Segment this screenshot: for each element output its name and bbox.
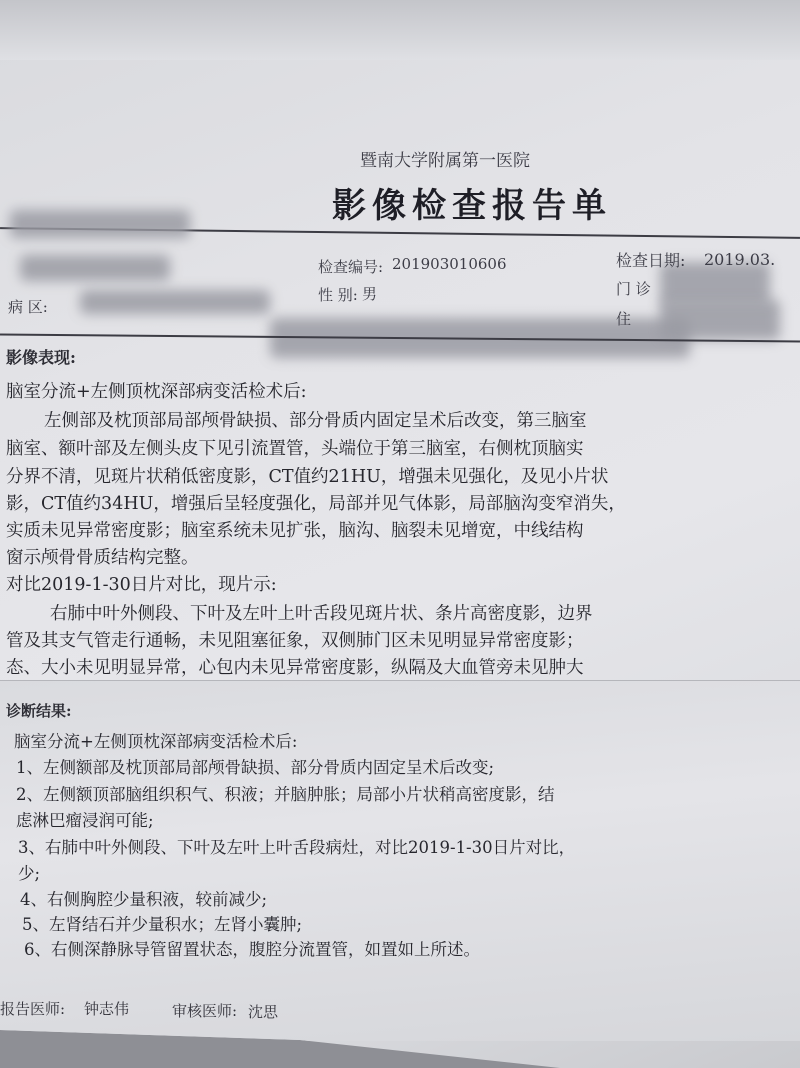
report-doctor-name: 钟志伟 [84, 1000, 130, 1018]
exam-no-label: 检查编号: [318, 258, 384, 276]
inpatient-label: 住 [616, 310, 632, 328]
findings-heading: 影像表现: [6, 348, 76, 367]
diagnosis-line: 6、右侧深静脉导管留置状态，腹腔分流置管，如置如上所述。 [24, 940, 480, 959]
report-title: 影像检查报告单 [332, 186, 612, 226]
exam-date-label: 检查日期: [616, 251, 686, 270]
findings-line: 脑室、额叶部及左侧头皮下见引流置管，头端位于第三脑室，右侧枕顶脑实 [6, 439, 584, 459]
findings-line: 右肺中叶外侧段、下叶及左叶上叶舌段见斑片状、条片高密度影，边界 [50, 604, 593, 624]
gender-value: 男 [362, 285, 378, 303]
diagnosis-line: 脑室分流+左侧顶枕深部病变活检术后: [14, 732, 298, 751]
diagnosis-line: 4、右侧胸腔少量积液，较前减少; [20, 890, 268, 909]
redacted-age [20, 255, 170, 281]
diagnosis-line: 虑淋巴瘤浸润可能; [16, 811, 154, 830]
ward-label: 病 区: [8, 298, 48, 316]
findings-line: 实质未见异常密度影；脑室系统未见扩张，脑沟、脑裂未见增宽，中线结构 [6, 521, 584, 541]
review-doctor-label: 审核医师: [172, 1002, 238, 1020]
findings-line: 窗示颅骨骨质结构完整。 [6, 548, 199, 568]
findings-line: 脑室分流+左侧顶枕深部病变活检术后: [6, 382, 307, 402]
paper-top-shade [0, 0, 800, 60]
redacted-name [10, 210, 190, 238]
findings-line: 管及其支气管走行通畅，未见阻塞征象，双侧肺门区未见明显异常密度影； [6, 631, 584, 651]
redacted-inpatient [660, 300, 780, 340]
diagnosis-heading: 诊断结果: [6, 702, 72, 720]
findings-line: 影，CT值约34HU，增强后呈轻度强化，局部并见气体影，局部脑沟变窄消失， [6, 494, 626, 514]
outpatient-label: 门 诊 [616, 280, 651, 298]
redacted-ward [80, 290, 270, 314]
findings-line: 态、大小未见明显异常，心包内未见异常密度影，纵隔及大血管旁未见肿大 [6, 658, 584, 678]
diagnosis-line: 5、左肾结石并少量积水；左肾小囊肿; [22, 915, 303, 934]
exam-no-value: 201903010606 [392, 255, 507, 273]
findings-line: 左侧部及枕顶部局部颅骨缺损、部分骨质内固定呈术后改变，第三脑室 [44, 411, 587, 431]
gender-label: 性 别: [318, 286, 358, 304]
exam-date-value: 2019.03. [704, 250, 776, 269]
report-doctor-label: 报告医师: [0, 1000, 66, 1018]
diagnosis-line: 3、右肺中叶外侧段、下叶及左叶上叶舌段病灶，对比2019-1-30日片对比， [18, 838, 576, 857]
hospital-name: 暨南大学附属第一医院 [360, 151, 530, 171]
diagnosis-line: 少; [18, 864, 41, 883]
diagnosis-line: 1、左侧额部及枕顶部局部颅骨缺损、部分骨质内固定呈术后改变; [16, 758, 495, 777]
review-doctor-name: 沈思 [248, 1003, 279, 1021]
findings-line: 分界不清，见斑片状稍低密度影，CT值约21HU，增强未见强化，及见小片状 [6, 467, 609, 487]
diagnosis-line: 2、左侧额顶部脑组织积气、积液；并脑肿胀；局部小片状稍高密度影，结 [16, 785, 555, 804]
findings-line: 对比2019-1-30日片对比，现片示: [6, 575, 277, 595]
